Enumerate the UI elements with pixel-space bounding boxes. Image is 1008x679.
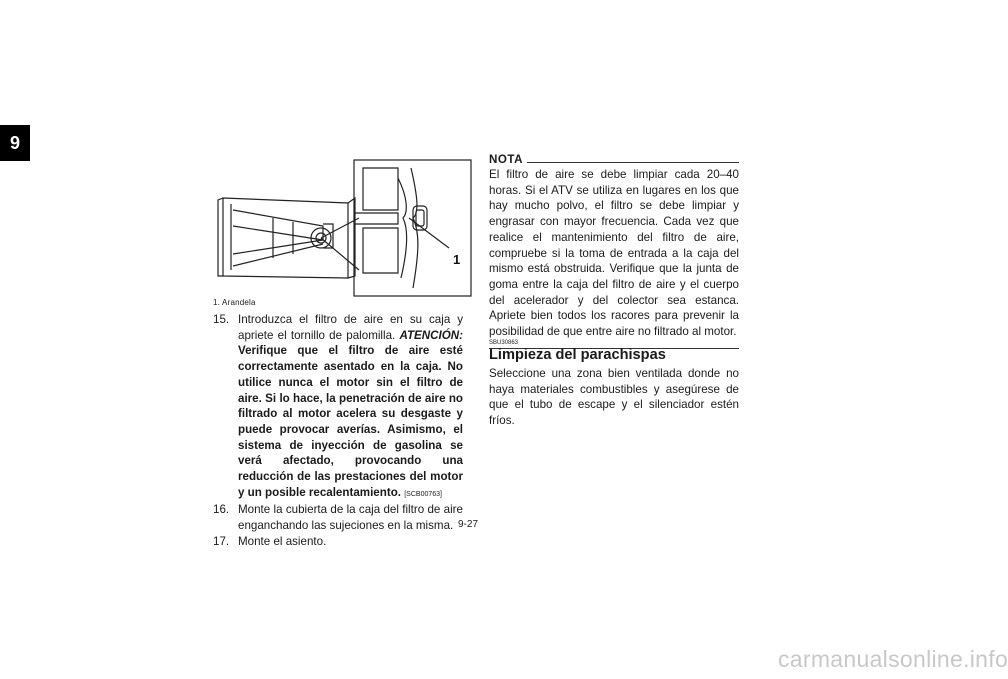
steps-list: [213, 312, 463, 550]
step-item: [213, 312, 463, 502]
figure-callout: 1: [453, 252, 461, 267]
attention-label: ATENCIÓN:: [399, 328, 463, 342]
reference-code: [SCB00763]: [404, 490, 442, 498]
note-divider: [527, 162, 739, 163]
air-filter-figure: [213, 158, 475, 298]
section-code: SBU30863: [489, 340, 519, 346]
step-number: 15.: [213, 313, 230, 326]
attention-warning: Verifique que el filtro de aire esté correctamente asentado en la caja. No utilice nunca el motor sin el filtro de aire. Si lo hace, la penetración de aire no filtrado al motor acelera su desgaste y puede provocar averías. Asimismo, el sistema de inyección de gasolina se verá afectado, provocando una reducción de las prestaciones del motor y un posible recalentamiento.: [238, 344, 463, 499]
note-header: [489, 153, 739, 166]
step-number: 16.: [213, 503, 230, 517]
chapter-tab: 9: [0, 125, 30, 161]
note-box: [489, 153, 739, 349]
step-text: Monte la cubierta de la caja del filtro de aire enganchando las sujeciones en la misma.: [238, 503, 463, 533]
step-text: [238, 312, 463, 502]
note-body: El filtro de aire se debe limpiar cada 20–40 horas. Si el ATV se utiliza en lugares en los que hay mucho polvo, el filtro se debe limpiar y engrasar con mayor frecuencia. Cada vez que realice el mantenimiento del filtro de aire, compruebe si la toma de entrada a la caja del mismo está obstruida. Verifique que la junta de goma entre la caja del filtro de aire y el cuerpo del acelerador y del colector sea estanca. Apriete bien todos los racores para prevenir la posibilidad de que entre aire no filtrado al motor.: [489, 168, 739, 339]
section-body: Seleccione una zona bien ventilada donde no haya materiales combustibles y asegúrese de que el tubo de escape y el silenciador estén fríos.: [489, 367, 739, 428]
figure-caption: 1. Arandela: [213, 298, 256, 307]
note-title: NOTA: [489, 153, 523, 166]
step-item: [213, 534, 463, 550]
watermark: carmanualsonline.info: [778, 646, 1008, 672]
section-title: Limpieza del parachispas: [489, 347, 666, 363]
step-instruction: Introduzca el filtro de aire en su caja y apriete el tornillo de palomilla.: [238, 313, 463, 342]
step-number: 17.: [213, 534, 230, 548]
step-text: Monte el asiento.: [238, 534, 327, 548]
step-item: [213, 502, 463, 533]
page-number: 9-27: [458, 519, 479, 530]
